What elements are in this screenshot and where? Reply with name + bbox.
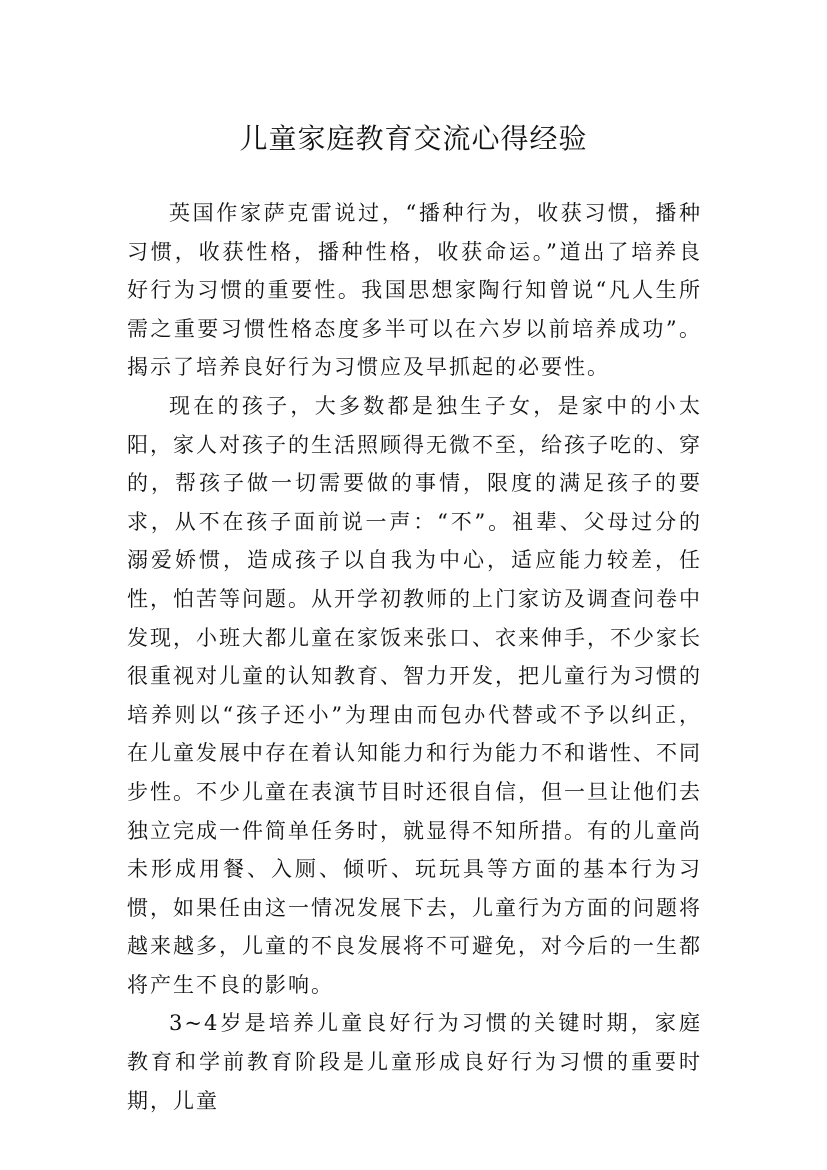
- paragraph: 3~4岁是培养儿童良好行为习惯的关键时期，家庭教育和学前教育阶段是儿童形成良好行为习惯的重要时期，儿童: [127, 1011, 702, 1113]
- document-title: 儿童家庭教育交流心得经验: [239, 121, 588, 155]
- paragraph: 英国作家萨克雷说过，“播种行为，收获习惯，播种习惯，收获性格，播种性格，收获命运。”道出了培养良好行为习惯的重要性。我国思想家陶行知曾说“凡人生所需之重要习惯性格态度多半可以在六岁以前培养成功”。揭示了培养良好行为习惯应及早抓起的必要性。: [127, 201, 702, 380]
- paragraph: 现在的孩子，大多数都是独生子女，是家中的小太阳，家人对孩子的生活照顾得无微不至，给孩子吃的、穿的，帮孩子做一切需要做的事情，限度的满足孩子的要求，从不在孩子面前说一声：“不”。祖辈、父母过分的溺爱娇惯，造成孩子以自我为中心，适应能力较差，任性，怕苦等问题。从开学初教师的上门家访及调查问卷中发现，小班大都儿童在家饭来张口、衣来伸手，不少家长很重视对儿童的认知教育、智力开发，把儿童行为习惯的培养则以“孩子还小”为理由而包办代替或不予以纠正，在儿童发展中存在着认知能力和行为能力不和谐性、不同步性。不少儿童在表演节目时还很自信，但一旦让他们去独立完成一件简单任务时，就显得不知所措。有的儿童尚未形成用餐、入厕、倾听、玩玩具等方面的基本行为习惯，如果任由这一情况发展下去，儿童行为方面的问题将越来越多，儿童的不良发展将不可避免，对今后的一生都将产生不良的影响。: [127, 393, 702, 997]
- document-body: [127, 194, 702, 1120]
